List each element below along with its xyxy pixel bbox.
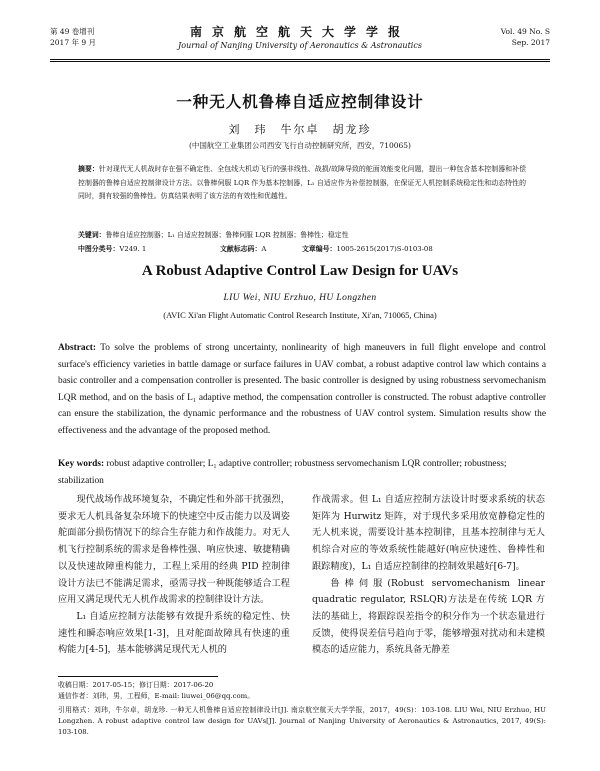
code-label: 文献标志码： — [220, 245, 262, 253]
keywords-cn — [78, 229, 526, 241]
article-number — [302, 243, 433, 255]
header-vol-en: Vol. 49 No. S — [500, 27, 550, 36]
journal-name-cn: 南京航空航天大学学报 — [189, 25, 410, 39]
abstract-en-label: Abstract: — [58, 343, 97, 353]
header-journal — [160, 24, 440, 52]
article-label: 文章编号： — [302, 245, 337, 253]
footnote-corresponding: 通信作者：刘玮，男，工程师，E-mail: liuwei_06@qq.com。 — [58, 692, 255, 700]
body-paragraph: L₁ 自适应控制方法能够有效提升系统的稳定性、快速性和瞬态响应效果[1-3]，且对舵面故障具有快速的重构能力[4-5]，基本能够满足现代无人机的 — [58, 610, 290, 656]
header-date-en: Sep. 2017 — [511, 38, 550, 47]
footnote-citation: 引用格式：刘玮，牛尔卓，胡龙珍. 一种无人机鲁棒自适应控制律设计[J]. 南京航空航天大学学报，2017，49(S)：103-108. LIU Wei, NIU Erzhuo, HU Longzhen. A robust adaptive control law design for UAVs[J]. Journal of Nanjing University of Aeronautics & Astronautics, 2017, 49(S): 103-108. — [58, 706, 546, 736]
abstract-en — [58, 340, 546, 440]
authors-cn: 刘 玮 牛尔卓 胡龙珍 — [228, 123, 372, 136]
article-value: 1005-2615(2017)S-0103-08 — [336, 245, 433, 253]
abstract-cn-label: 摘要： — [78, 165, 99, 173]
keywords-en-label: Key words: — [58, 459, 105, 469]
body-column-right — [312, 492, 545, 659]
footnote-rule — [58, 676, 218, 677]
abstract-en-text: To solve the problems of strong uncertainty, nonlinearity of high maneuvers in full flight envelope and control surface's efficiency varieties in battle damage or surface failures in UAV combat, a robust adaptive control law which contains a basic controller and a compensation controller is presented. The basic controller is designed by using robustness servomechanism LQR method, and on the basis of L₁ adaptive method, the compensation controller is constructed. The robust adaptive controller can ensure the stabilization, the dynamic performance and the robustness of UAV control system. Simulation results show the effectiveness and the advantage of the proposed method. — [58, 343, 546, 436]
abstract-cn-text: 针对现代无人机战时存在强不确定性、全包线大机动飞行的强非线性、战损/故障导致的舵面效能变化问题，提出一种包含基本控制器和补偿控制器的鲁棒自适应控制律设计方法。以鲁棒伺服 LQR 作为基本控制器，L₁ 自适应作为补偿控制器，在保证无人机控制系统稳定性和动态特性的同时，拥有较强的鲁棒性。仿真结果表明了该方法的有效性和优越性。 — [78, 165, 526, 201]
footnote-received: 收稿日期：2017-05-15；修订日期：2017-06-20 — [58, 681, 214, 689]
classification-line — [78, 243, 526, 255]
keywords-cn-text: 鲁棒自适应控制器；L₁ 自适应控制器；鲁棒伺服 LQR 控制器；鲁棒性；稳定性 — [105, 231, 349, 239]
header-date-cn: 2017 年 9 月 — [50, 38, 97, 47]
keywords-cn-label: 关键词： — [78, 231, 106, 239]
paper-title-en: A Robust Adaptive Control Law Design for UAVs — [141, 263, 459, 279]
abstract-cn — [78, 163, 526, 204]
keywords-en — [58, 456, 546, 489]
header-volume-en — [501, 26, 550, 48]
paper-title-cn: 一种无人机鲁棒自适应控制律设计 — [176, 93, 424, 111]
page-header — [50, 24, 550, 58]
authors-en: LIU Wei, NIU Erzhuo, HU Longzhen — [223, 293, 377, 303]
affiliation-cn: (中国航空工业集团公司西安飞行自动控制研究所，西安，710065) — [189, 141, 411, 150]
keywords-en-text: robust adaptive controller; L₁ adaptive controller; robustness servomechanism LQR controller; robustness; stabilization — [58, 459, 507, 486]
clc-label: 中图分类号： — [78, 245, 120, 253]
journal-name-en: Journal of Nanjing University of Aeronautics & Astronautics — [178, 41, 422, 50]
body-paragraph: 鲁棒伺服(Robust servomechanism linear quadratic regulator, RSLQR)方法是在传统 LQR 方法的基础上，将跟踪误差指令的积分作为一个状态量进行反馈，使得误差信号趋向于零，能够增强对扰动和未建模模态的适应能力，系统具备无静差 — [312, 577, 545, 656]
header-volume-cn — [50, 26, 96, 48]
code-value: A — [261, 245, 267, 253]
clc-value: V249. 1 — [119, 245, 147, 253]
body-paragraph: 作战需求。但 L₁ 自适应控制方法设计时要求系统的状态矩阵为 Hurwitz 矩阵，对于现代多采用放宽静稳定性的无人机来说，需要设计基本控制律，且基本控制律与无人机综合对应的等效系统性能越好(响应快速性、鲁棒性和跟踪精度)，L₁ 自适应控制律的控制效果越好[6-7]。 — [312, 494, 545, 572]
header-rule-bottom — [50, 61, 550, 62]
document-code — [220, 243, 302, 255]
clc-number — [78, 243, 220, 255]
affiliation-en: (AVIC Xi'an Flight Automatic Control Research Institute, Xi'an, 710065, China) — [163, 310, 437, 320]
body-paragraph: 现代战场作战环境复杂，不确定性和外部干扰强烈，要求无人机具备复杂环境下的快速空中反击能力以及调姿舵面部分损伤情况下的综合生存能力和作战能力。对无人机飞行控制系统的需求是鲁棒性强、响应快速、敏捷精确以及快速故障重构能力，工程上采用的经典 PID 控制律设计方法已不能满足需求，亟需寻找一种既能够适合工程应用又满足现代无人机作战需求的控制律设计方法。 — [58, 494, 290, 606]
body-column-left — [58, 492, 290, 659]
header-rule-top — [50, 59, 550, 60]
header-vol-cn: 第 49 卷增刊 — [50, 27, 95, 36]
